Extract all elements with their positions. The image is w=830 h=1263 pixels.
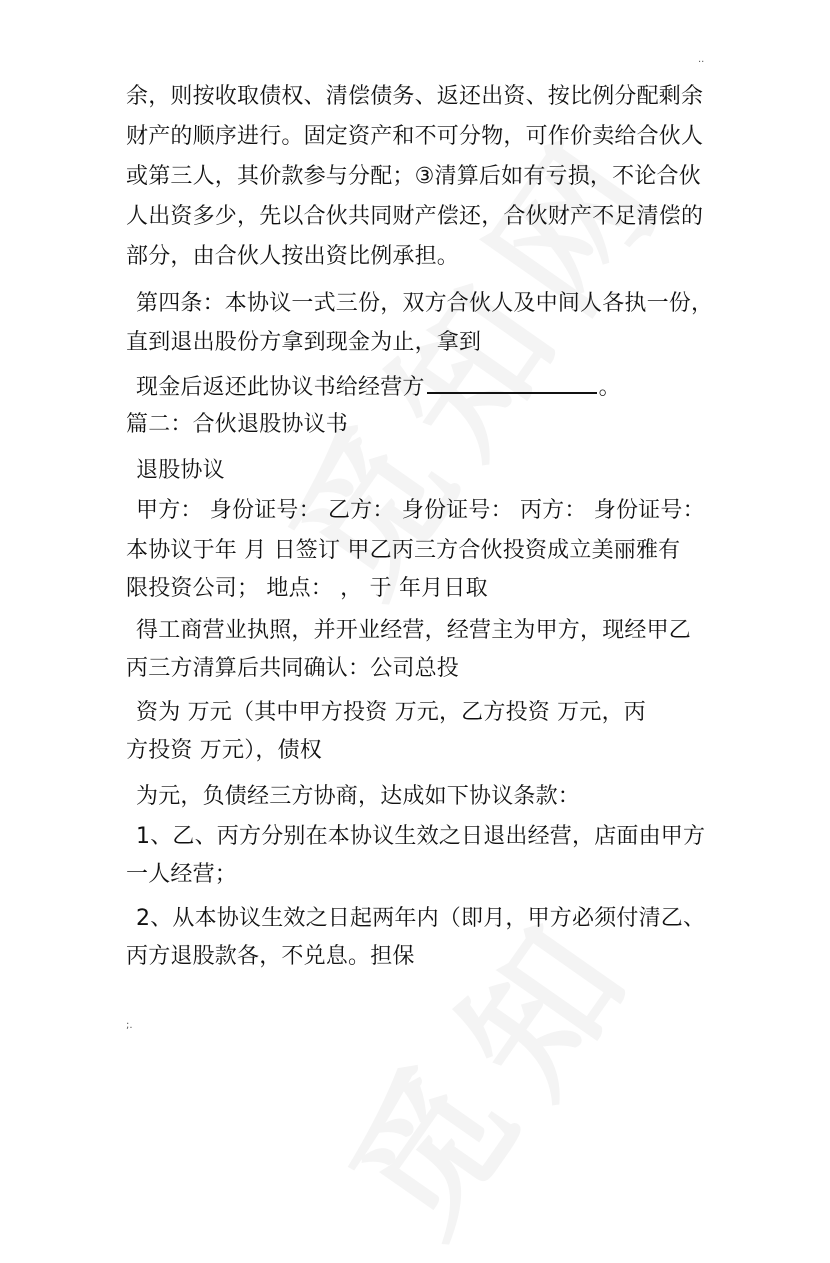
text-line: 或第三人，其价款参与分配；③清算后如有亏损，不论合伙 (126, 164, 701, 189)
text-segment: 现金后返还此协议书给经营方 (136, 375, 425, 400)
text-line: 第四条：本协议一式三份，双方合伙人及中间人各执一份， (136, 291, 714, 316)
text-line-with-blank (136, 370, 621, 403)
text-line: 财产的顺序进行。固定资产和不可分物，可作价卖给合伙人 (126, 124, 704, 149)
text-line: 人出资多少，先以合伙共同财产偿还，合伙财产不足清偿的 (126, 204, 704, 229)
text-line: 限投资公司； 地点： ， 于 年月日取 (126, 576, 488, 601)
fill-in-blank (427, 370, 597, 394)
text-line: 为元，负债经三方协商，达成如下协议条款： (136, 784, 581, 809)
corner-mark-bottom: ;. (126, 1020, 133, 1031)
section-heading: 篇二：合伙退股协议书 (126, 412, 349, 437)
text-segment: 。 (598, 375, 621, 400)
text-line: 余，则按收取债权、清偿债务、返还出资、按比例分配剩余 (126, 84, 704, 109)
text-line: 部分，由合伙人按出资比例承担。 (126, 244, 460, 269)
text-line: 得工商营业执照，并开业经营，经营主为甲方，现经甲乙 (136, 618, 692, 643)
text-line: 直到退出股份方拿到现金为止，拿到 (126, 330, 482, 355)
section-title: 退股协议 (136, 458, 225, 483)
text-line: 1、乙、丙方分别在本协议生效之日退出经营，店面由甲方 (136, 824, 706, 849)
text-line: 本协议于年 月 日签订 甲乙丙三方合伙投资成立美丽雅有 (126, 538, 681, 563)
text-line: 2、从本协议生效之日起两年内（即月，甲方必须付清乙、 (136, 906, 706, 931)
text-line: 资为 万元（其中甲方投资 万元，乙方投资 万元，丙 (136, 700, 646, 725)
corner-mark-top: .. (698, 54, 705, 65)
text-line: 甲方： 身份证号： 乙方： 身份证号： 丙方： 身份证号： (136, 498, 705, 523)
text-line: 一人经营； (126, 862, 238, 887)
text-line: 丙三方清算后共同确认：公司总投 (126, 656, 460, 681)
text-line: 方投资 万元），债权 (126, 738, 322, 763)
text-line: 丙方退股款各，不兑息。担保 (126, 944, 415, 969)
